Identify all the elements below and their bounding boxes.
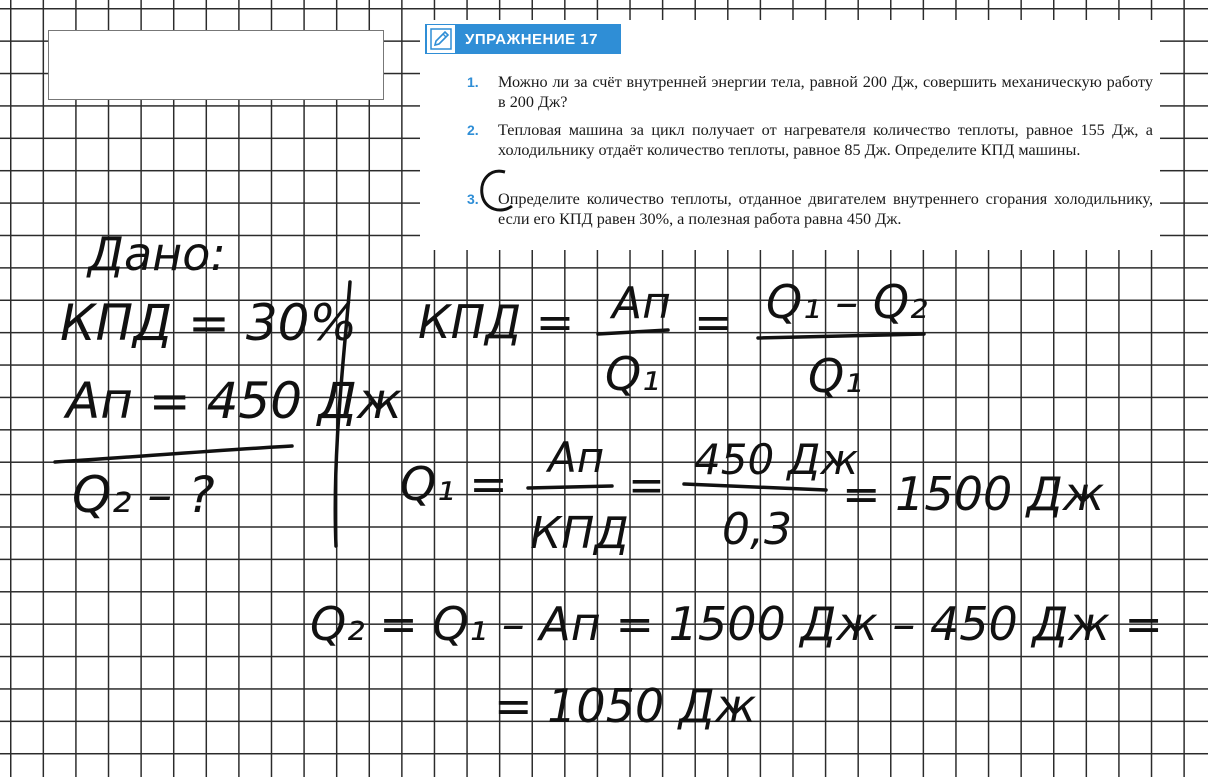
formula1-den2: Q₁: [808, 349, 863, 403]
exercise-title: УПРАЖНЕНИЕ 17: [465, 30, 598, 48]
formula2-result: = 1500 Дж: [842, 467, 1105, 521]
formula2-fraction-bar-2: [684, 484, 826, 490]
question-text: Можно ли за счёт внутренней энергии тела, равной 200 Дж, совершить механическую работу в 200 Дж?: [498, 73, 1153, 111]
formula2-den2: 0,3: [722, 504, 792, 555]
question-number: 1.: [467, 74, 479, 90]
formula3-line2: = 1050 Дж: [494, 679, 757, 733]
formula1-num1: Aп: [612, 278, 671, 329]
formula1-eq: =: [694, 295, 733, 349]
formula1-left: КПД =: [418, 295, 575, 349]
formula2-num1: Aп: [548, 433, 605, 482]
formula1-den1: Q₁: [605, 347, 660, 401]
formula2-fraction-bar-1: [528, 486, 612, 488]
formula1-num2: Q₁ – Q₂: [766, 275, 928, 329]
formula2-eq: =: [628, 460, 665, 511]
formula3-line1: Q₂ = Q₁ – Aп = 1500 Дж – 450 Дж =: [310, 597, 1163, 651]
formula2-num2: 450 Дж: [694, 435, 859, 484]
question-number: 2.: [467, 122, 479, 138]
formula2-den1: КПД: [530, 508, 629, 559]
formula1-fraction-bar-1: [598, 330, 668, 334]
formula1-fraction-bar-2: [758, 334, 924, 338]
given-separator: [55, 446, 292, 462]
question-number: 3.: [467, 191, 479, 207]
circle-mark-icon: [482, 171, 512, 210]
given-kpd: КПД = 30%: [60, 294, 357, 352]
find-value: Q₂ – ?: [72, 466, 215, 524]
given-label: Дано:: [88, 227, 226, 281]
question-text: Определите количество теплоты, отданное двигателем внутреннего сгорания холодильнику, если его КПД равен 30%, а полезная работа равна 450 Дж.: [498, 190, 1153, 228]
given-an: Aп = 450 Дж: [66, 372, 403, 430]
question-text: Тепловая машина за цикл получает от нагревателя количество теплоты, равное 155 Дж, а холодильнику отдаёт количество теплоты, равное 85 Дж. Определите КПД машины.: [498, 121, 1153, 159]
formula2-left: Q₁ =: [400, 457, 508, 511]
